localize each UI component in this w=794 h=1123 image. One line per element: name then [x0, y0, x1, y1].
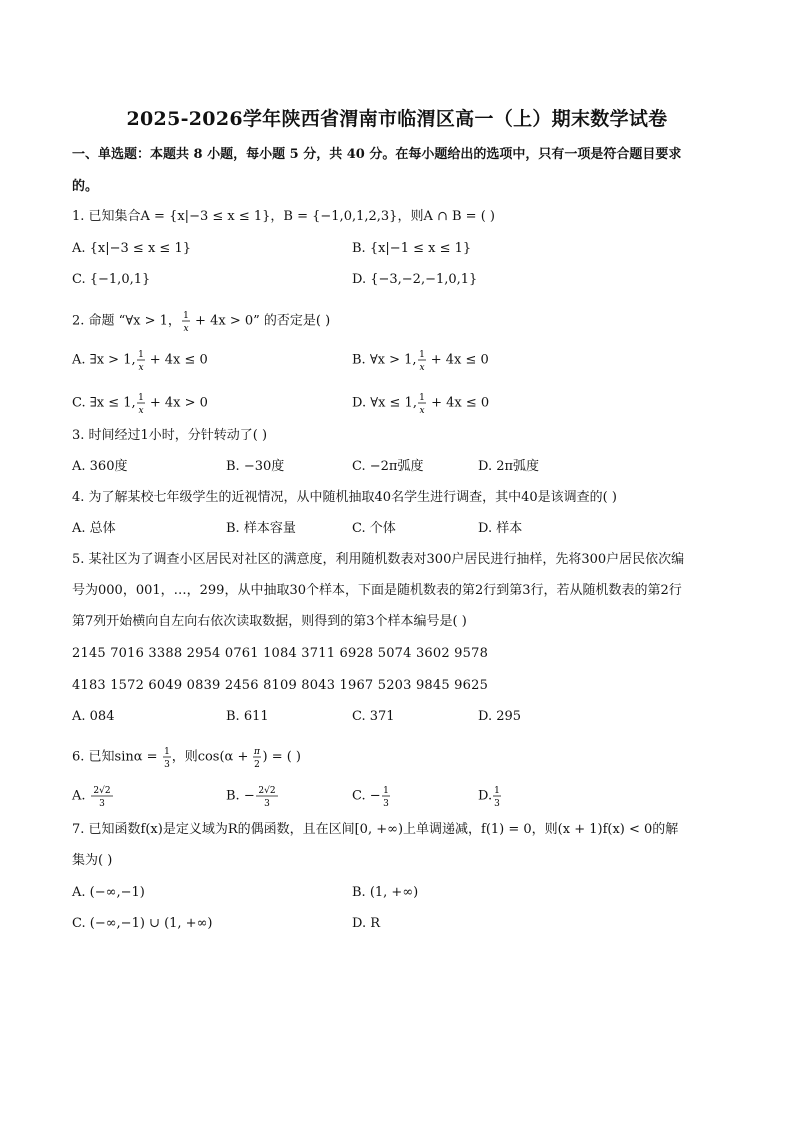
- fraction-1-over-x: [136, 390, 146, 416]
- question-5-option-a: A. 084: [72, 709, 115, 724]
- random-number-row-2: 2145 7016 3388 2954 0761 1084 3711 6928 5074 3602 9578: [72, 646, 489, 661]
- question-7-option-c: C. (−∞,−1) ∪ (1, +∞): [72, 916, 213, 931]
- frac-den: x: [183, 324, 189, 334]
- question-7-option-d: D. R: [352, 916, 381, 931]
- option-letter: A.: [72, 788, 86, 804]
- question-4-stem: 4. 为了解某校七年级学生的近视情况，从中随机抽取40名学生进行调查，其中40是该调查的( ): [72, 490, 617, 505]
- question-1-option-d: D. {−3,−2,−1,0,1}: [352, 272, 478, 287]
- fraction-option: [255, 783, 279, 809]
- frac-den: 3: [494, 799, 500, 809]
- question-2-option-a: [72, 347, 208, 373]
- section-heading: 一、单选题：本题共 8 小题，每小题 5 分，共 40 分。在每小题给出的选项中，只有一项是符合题目要求: [72, 147, 682, 162]
- frac-den: 2: [254, 760, 261, 770]
- fraction-option: [90, 783, 114, 809]
- frac-num: 1: [137, 350, 144, 360]
- question-3-option-b: B. −30度: [226, 459, 285, 474]
- question-2-option-c: [72, 390, 208, 416]
- random-number-row-3: 4183 1572 6049 0839 2456 8109 8043 1967 5203 9845 9625: [72, 678, 489, 693]
- frac-num: 2√2: [93, 786, 111, 796]
- question-1-option-a: A. {x|−3 ≤ x ≤ 1}: [72, 241, 191, 256]
- fraction-1-over-x: [417, 390, 427, 416]
- frac-num: 1: [418, 350, 425, 360]
- question-6-stem-prefix: 6. 已知sinα =: [72, 749, 162, 765]
- question-5-stem-line-3: 第7列开始横向自左向右依次读取数据，则得到的第3个样本编号是( ): [72, 614, 467, 629]
- frac-den: x: [419, 406, 425, 416]
- option-tail: + 4x ≤ 0: [145, 352, 208, 368]
- frac-den: 3: [382, 799, 389, 809]
- question-5-option-b: B. 611: [226, 709, 269, 724]
- question-3-stem: 3. 时间经过1小时，分针转动了( ): [72, 428, 268, 443]
- fraction-1-over-x: [417, 347, 427, 373]
- option-lead: A. ∃x > 1,: [72, 352, 136, 368]
- option-sign: −: [243, 788, 255, 804]
- option-tail: + 4x ≤ 0: [426, 395, 490, 411]
- frac-num: 2√2: [258, 786, 276, 796]
- question-7-option-a: A. (−∞,−1): [72, 885, 145, 900]
- question-3-option-c: C. −2π弧度: [352, 459, 424, 474]
- question-3-option-a: A. 360度: [72, 459, 128, 474]
- section-heading-cont: 的。: [72, 179, 99, 194]
- option-tail: + 4x ≤ 0: [426, 352, 489, 368]
- option-letter: D.: [478, 788, 493, 804]
- question-1-stem: 1. 已知集合A = {x|−3 ≤ x ≤ 1}，B = {−1,0,1,2,3}，则A ∩ B = ( ): [72, 209, 495, 224]
- fraction-1-over-x: [136, 347, 146, 373]
- exam-title: 2025-2026学年陕西省渭南市临渭区高一（上）期末数学试卷: [126, 108, 668, 130]
- question-4-option-d: D. 样本: [478, 521, 523, 536]
- fraction-given: [162, 744, 172, 770]
- question-1-option-c: C. {−1,0,1}: [72, 272, 151, 287]
- option-letter: B.: [226, 788, 240, 804]
- question-7-option-b: B. (1, +∞): [352, 885, 419, 900]
- question-6-option-b: [226, 783, 279, 809]
- frac-den: 3: [98, 799, 105, 809]
- fraction-1-over-x: [181, 308, 191, 334]
- frac-num: π: [254, 747, 261, 757]
- question-5-option-d: D. 295: [478, 709, 522, 724]
- question-6-stem: [72, 744, 722, 770]
- question-2-stem-suffix: + 4x > 0” 的否定是( ): [190, 313, 331, 329]
- frac-num: 1: [382, 786, 389, 796]
- question-5-stem-line-2: 号为000，001，…，299，从中抽取30个样本，下面是随机数表的第2行到第3行，若从随机数表的第2行: [72, 583, 682, 598]
- question-1-option-b: B. {x|−1 ≤ x ≤ 1}: [352, 241, 472, 256]
- frac-den: x: [138, 406, 144, 416]
- question-2-option-d: [352, 390, 489, 416]
- fraction-option: [492, 783, 502, 809]
- question-5-option-c: C. 371: [352, 709, 395, 724]
- frac-den: 3: [263, 799, 270, 809]
- option-letter: C.: [352, 788, 366, 804]
- question-4-option-c: C. 个体: [352, 521, 396, 536]
- fraction-option: [381, 783, 391, 809]
- question-6-option-a: [72, 783, 114, 809]
- question-7-stem-line-2: 集为( ): [72, 853, 113, 868]
- frac-num: 1: [183, 311, 189, 321]
- frac-den: x: [419, 363, 425, 373]
- question-3-option-d: D. 2π弧度: [478, 459, 540, 474]
- option-lead: C. ∃x ≤ 1,: [72, 395, 136, 411]
- question-2-stem-prefix: 2. 命题 “∀x > 1，: [72, 313, 181, 329]
- frac-den: x: [138, 363, 144, 373]
- question-6-option-d: [478, 783, 502, 809]
- frac-num: 1: [494, 786, 500, 796]
- option-tail: + 4x > 0: [145, 395, 208, 411]
- option-lead: B. ∀x > 1,: [352, 352, 417, 368]
- frac-num: 1: [137, 393, 144, 403]
- question-4-option-b: B. 样本容量: [226, 521, 296, 536]
- question-2-option-b: [352, 347, 489, 373]
- question-6-option-c: [352, 783, 391, 809]
- question-2-stem: [72, 308, 722, 334]
- question-5-stem-line-1: 5. 某社区为了调查小区居民对社区的满意度，利用随机数表对300户居民进行抽样，先将300户居民依次编: [72, 552, 685, 567]
- frac-num: 1: [419, 393, 425, 403]
- question-7-stem-line-1: 7. 已知函数f(x)是定义域为R的偶函数，且在区间[0, +∞)上单调递减，f(1) = 0，则(x + 1)f(x) < 0的解: [72, 822, 679, 837]
- option-sign: −: [369, 788, 381, 804]
- option-lead: D. ∀x ≤ 1,: [352, 395, 417, 411]
- fraction-angle: [252, 744, 262, 770]
- frac-den: 3: [163, 760, 170, 770]
- question-6-stem-suffix: ) = ( ): [262, 749, 301, 765]
- question-4-option-a: A. 总体: [72, 521, 116, 536]
- frac-num: 1: [163, 747, 170, 757]
- question-6-stem-mid: ，则cos(α +: [171, 749, 253, 765]
